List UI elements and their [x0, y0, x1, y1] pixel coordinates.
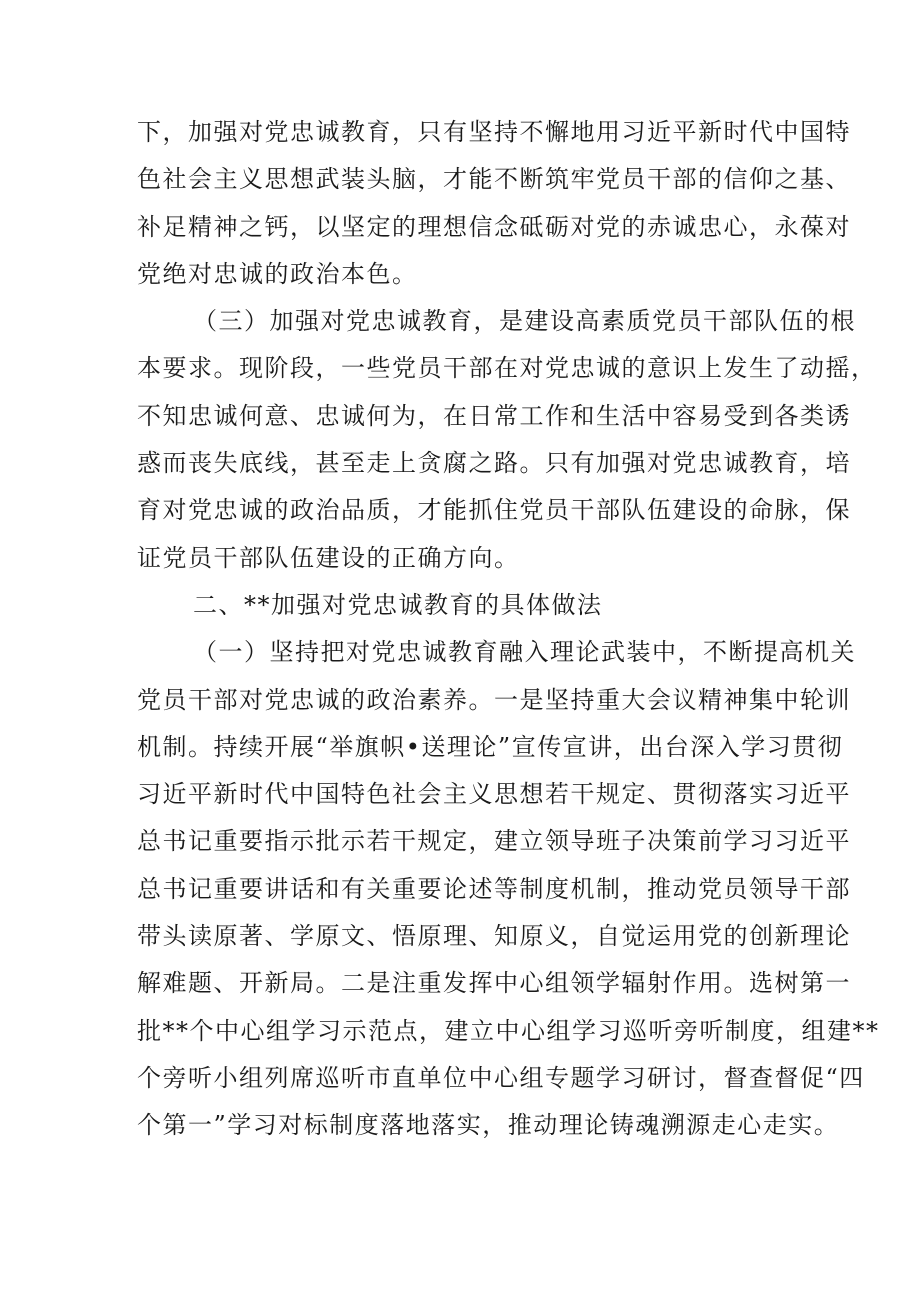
text-line: 总书记重要指示批示若干规定，建立领导班子决策前学习习近平 [137, 827, 851, 856]
text-line: 个旁听小组列席巡听市直单位中心组专题学习研讨，督查督促“四 [137, 1063, 865, 1092]
text-line: 总书记重要讲话和有关重要论述等制度机制，推动党员领导干部 [137, 874, 851, 903]
paragraph-continuation [137, 109, 851, 298]
paragraph-point-one [137, 629, 880, 1149]
text-line: 党员干部对党忠诚的政治素养。一是坚持重大会议精神集中轮训 [137, 685, 851, 714]
text-line: 补足精神之钙，以坚定的理想信念砥砺对党的赤诚忠心，永葆对 [137, 212, 851, 241]
section-heading-text: 二、**加强对党忠诚教育的具体做法 [193, 590, 603, 619]
text-line: 色社会主义思想武装头脑，才能不断筑牢党员干部的信仰之基、 [137, 165, 851, 194]
text-line: 带头读原著、学原文、悟原理、知原义，自觉运用党的创新理论 [137, 922, 851, 951]
text-line: 本要求。现阶段，一些党员干部在对党忠诚的意识上发生了动摇， [137, 354, 877, 383]
text-line: 批**个中心组学习示范点，建立中心组学习巡听旁听制度，组建** [137, 1016, 880, 1045]
text-line: 下，加强对党忠诚教育，只有坚持不懈地用习近平新时代中国特 [137, 118, 851, 146]
text-line: 习近平新时代中国特色社会主义思想若干规定、贯彻落实习近平 [137, 780, 851, 809]
text-line: 个第一”学习对标制度落地落实，推动理论铸魂溯源走心走实。 [137, 1111, 840, 1140]
section-heading [137, 582, 797, 629]
document-body [137, 109, 880, 1150]
text-line: 不知忠诚何意、忠诚何为，在日常工作和生活中容易受到各类诱 [137, 401, 851, 430]
text-line: 党绝对忠诚的政治本色。 [137, 259, 418, 288]
paragraph-point-three [137, 298, 877, 582]
text-line: 机制。持续开展“举旗帜•送理论”宣传宣讲，出台深入学习贯彻 [137, 732, 844, 761]
text-line: （一）坚持把对党忠诚教育融入理论武装中，不断提高机关 [193, 638, 856, 667]
text-line: 惑而丧失底线，甚至走上贪腐之路。只有加强对党忠诚教育，培 [137, 449, 851, 478]
text-line: 育对党忠诚的政治品质，才能抓住党员干部队伍建设的命脉，保 [137, 496, 851, 525]
text-line: 解难题、开新局。二是注重发挥中心组领学辐射作用。选树第一 [137, 969, 851, 998]
text-line: 证党员干部队伍建设的正确方向。 [137, 543, 520, 572]
text-line: （三）加强对党忠诚教育，是建设高素质党员干部队伍的根 [193, 307, 856, 336]
